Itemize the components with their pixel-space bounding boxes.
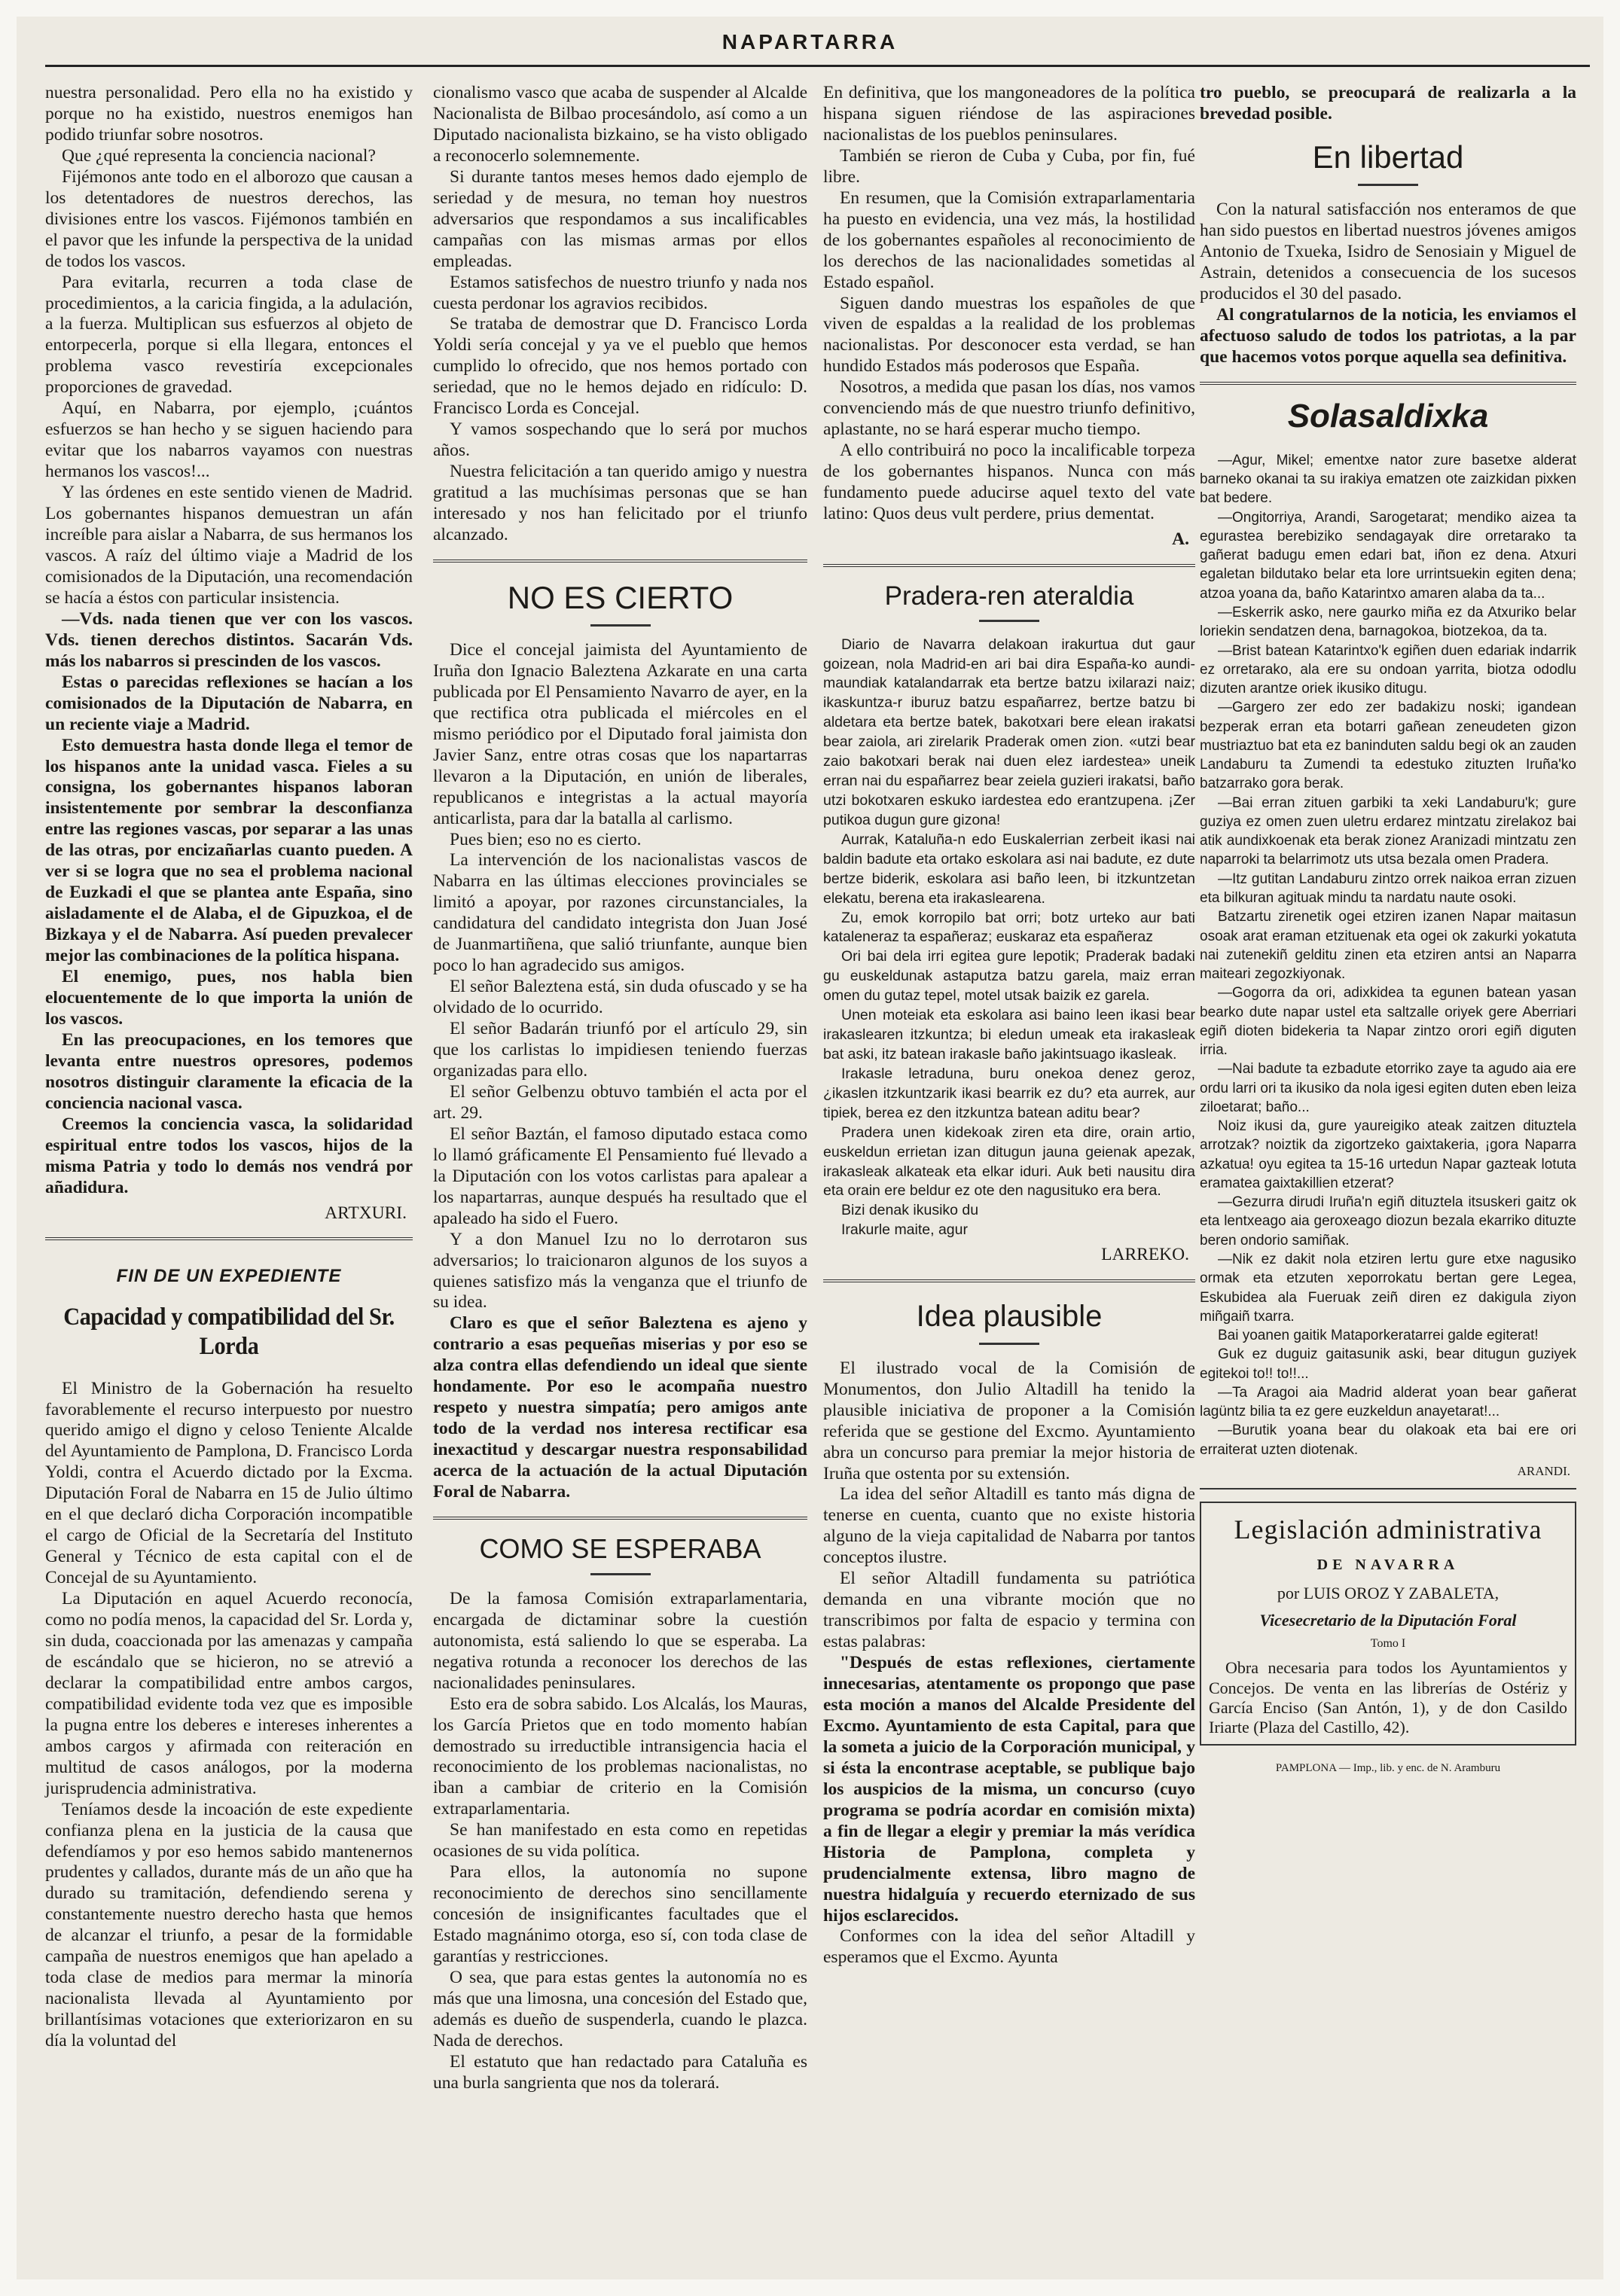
dialogue-line: —Burutik yoana bear du olakoak eta bai ere ori erraiterat uzten diotenak.: [1200, 1422, 1576, 1458]
article-paragraph: Se han manifestado en esta como en repetidas ocasiones de su vida política.: [433, 1820, 807, 1861]
article-paragraph: Esto era de sobra sabido. Los Alcalás, los Mauras, los García Prietos que en todo momento habían demostrado su irreductible intransigencia hacia el reconocimiento de los problemas nacionalistas, no iban a cambiar de criterio en la Comisión extraparlamentaria.: [433, 1694, 807, 1819]
article-headline: Solasaldixka: [1287, 397, 1489, 435]
dialogue-line: —Nik ez dakit nola etziren lertu gure etxe nagusiko ormak eta etzuten xeporrokatu bertan gere Legea, Eskubidea ala Fueruak zeiñ diren ez dakigula ziyon miñgaiñ txarra.: [1200, 1252, 1576, 1325]
section-divider: [1200, 1488, 1576, 1490]
article-paragraph: Y vamos sospechando que lo será por muchos años.: [433, 419, 807, 461]
headline-rule: [590, 1573, 651, 1575]
dialogue-line: —Gogorra da ori, adixkidea ta egunen batean yasan bearko dute napar ustel eta saltzalle oriyek gere Aberriari egiñ dioten bidekeria ta Napar zintzo orori egiñ diguten irria.: [1200, 985, 1576, 1059]
article-paragraph: El señor Badarán triunfó por el artículo 29, sin que los carlistas lo impidiesen teniendo fuerzas organizadas para ello.: [433, 1019, 807, 1081]
article-paragraph: Al congratularnos de la noticia, les enviamos el afectuoso saludo de todos los patriotas, a la par que hacemos votos porque aquella sea definitiva.: [1200, 304, 1576, 367]
article-paragraph: En definitiva, que los mangoneadores de la política hispana siguen riéndose de las aspiraciones nacionalistas de los pueblos peninsulares.: [823, 83, 1195, 145]
basque-article: [823, 636, 1195, 1241]
ad-subtitle: DE NAVARRA: [1316, 1556, 1460, 1573]
dialogue-line: —Bai erran zituen garbiki ta xeki Landaburu'k; gure guziya ez omen zuen uletru erdarez mintzatu zirelakoz bai atik aundixkoenak eta berak zionez Aranizadi mintzatu zen naparroki ta belarrimotz uts utsa bezala omen Pradera.: [1200, 794, 1576, 868]
dialogue-line: Bai yoanen gaitik Mataporkeratarrei galde egiterat!: [1218, 1328, 1539, 1344]
article-headline: Capacidad y compatibilidad del Sr. Lorda: [63, 1304, 395, 1361]
article-paragraph: Nuestra felicitación a tan querido amigo y nuestra gratitud a las muchísimas personas que se han interesado y nos han felicitado por el triunfo alcanzado.: [433, 462, 807, 545]
dialogue-line: —Itz gutitan Landaburu zintzo orrek naikoa erran zizuen eta bilkuran agituak mindu ta nardatu naute osoki.: [1200, 871, 1576, 906]
article-paragraph: El señor Baztán, el famoso diputado estaca como lo llamó gráficamente El Pensamiento fué llevado a la Diputación con los votos carlistas para apalear a los napartarras, aunque después ha resultado que el apaleado ha sido el Fuero.: [433, 1124, 807, 1228]
article-paragraph: Con la natural satisfacción nos enteramos de que han sido puestos en libertad nuestros jóvenes amigos Antonio de Txueka, Isidro de Senosiain y Miguel de Astrain, detenidos a consecuencia de los sucesos producidos el 30 del pasado.: [1200, 199, 1576, 303]
ad-body: Obra necesaria para todos los Ayuntamientos y Concejos. De venta en las librerías de Ostériz y García Enciso (San Antón, 1), y de don Casildo Iriarte (Plaza del Castillo, 42).: [1209, 1658, 1567, 1737]
article-paragraph: Si durante tantos meses hemos dado ejemplo de seriedad y de mesura, no teman hoy nuestros adversarios que respondamos a sus incalificables campañas con las mismas armas por ellos empleadas.: [433, 166, 807, 271]
article-headline: NO ES CIERTO: [507, 579, 734, 615]
column-3: [823, 83, 1195, 1968]
masthead-rule: [45, 65, 1590, 67]
article-headline: COMO SE ESPERABA: [479, 1533, 761, 1565]
article-paragraph: El estatuto que han redactado para Cataluña es una burla sangrienta que nos da tolerará.: [433, 2051, 807, 2093]
dialogue-line: —Gezurra dirudi Iruña'n egiñ dituztela itsuskeri gaitz ok eta lentxeago aia geroxeago diozun bezala ekarriko dituzte beren ondorio samiñak.: [1200, 1194, 1576, 1249]
article-paragraph: Creemos la conciencia vasca, la solidaridad espiritual entre todos los vascos, hijos de la misma Patria y todo lo demás nos vendrá por añadidura.: [45, 1114, 413, 1197]
article-signature: ARANDI.: [1517, 1463, 1570, 1478]
dialogue-line: —Nai badute ta ezbadute etorriko zaye ta agudo aia ere ordu larri ori ta ikusiko da nola igesi egiten duten eben leiza ziloetarat; baño...: [1200, 1061, 1576, 1115]
article-paragraph: Estas o parecidas reflexiones se hacían a los comisionados de la Diputación de Nabarra, en un reciente viaje a Madrid.: [45, 672, 413, 734]
article-paragraph: Esto demuestra hasta donde llega el temor de los hispanos ante la unidad vasca. Fieles a su consigna, los gobernantes hispanos laboran insistentemente por sembrar la desconfianza entre las regiones vascas, por separar a las unas de las otras, por encizañarlas cuanto pueden. A ver si se logra que no sea el problema nacional de Euzkadi el que se plantea ante España, sino aisladamente el de Alaba, el de Gipuzkoa, el de Bizkaya y el de Nabarra. Así pueden prevalecer mejor las combinaciones de la política hispana.: [45, 735, 413, 966]
dialogue-line: —Agur, Mikel; ementxe nator zure basetxe alderat barneko okanai ta su irakiya ematzen ote zaizkidan pixken bat bedere.: [1200, 452, 1576, 507]
article-paragraph: El señor Gelbenzu obtuvo también el acta por el art. 29.: [433, 1081, 807, 1123]
article-paragraph: Aurrak, Kataluña-n edo Euskalerrian zerbeit ikasi nai baldin badute eta ortako eskolara asi nai badute, ez dute bertze biderik, eskolara asi baño leen, bi itzkuntzetan elekatu, berena eta irakaslearena.: [823, 831, 1195, 907]
article-paragraph: O sea, que para estas gentes la autonomía no es más que una limosna, una concesión del Estado que, además es dueño de suspenderla, cuando le plazca. Nada de derechos.: [433, 1968, 807, 2051]
article-paragraph: El señor Altadill fundamenta su patriótica demanda en una vibrante moción que no transcribimos por falta de espacio y termina con estas palabras:: [823, 1569, 1195, 1652]
ad-title: Legislación administrativa: [1234, 1514, 1542, 1545]
article-paragraph: A ello contribuirá no poco la incalificable torpeza de los gobernantes hispanos. Nunca con más fundamento puede aducirse aquel texto del vate latino: Quos deus vult perdere, prius dementat.: [823, 441, 1195, 524]
article-signature: ARTXURI.: [325, 1203, 407, 1223]
dialogue-line: —Eskerrik asko, nere gaurko miña ez da Atxuriko belar loriekin sendatzen dena, barnagokoa, biotzekoa, da ta.: [1200, 604, 1576, 640]
article-paragraph: Siguen dando muestras los españoles de que viven de espaldas a la realidad de los problemas nacionalistas. Por desconocer esta verdad, se han hundido Estados más poderosos que España.: [823, 293, 1195, 377]
article-paragraph: Estamos satisfechos de nuestro triunfo y nada nos cuesta perdonar los agravios recibidos.: [433, 272, 807, 313]
article-paragraph: La idea del señor Altadill es tanto más digna de tenerse en cuenta, cuanto que no existe historia alguno de la vieja capitalidad de Nabarra por tantos conceptos ilustre.: [823, 1484, 1195, 1568]
article-paragraph: Bizi denak ikusiko du: [841, 1202, 979, 1219]
article-headline: Pradera-ren ateraldia: [884, 581, 1134, 611]
column-2: [433, 83, 807, 2094]
article-paragraph: Y las órdenes en este sentido vienen de Madrid. Los gobernantes hispanos demuestran un afán increíble para aislar a Nabarra, de sus hermanos los vascos. A raíz del último viaje a Madrid de los comisionados de la Diputación, una recomendación se hacía a éstos con particular insistencia.: [45, 483, 413, 608]
article-paragraph: En las preocupaciones, en los temores que levanta entre nuestros opresores, podemos nosotros distinguir claramente la eficacia de la conciencia nacional vasca.: [45, 1029, 413, 1113]
article-paragraph: Nosotros, a medida que pasan los días, nos vamos convenciendo más de que nuestro triunfo definitivo, aplastante, no se hará esperar mucho tiempo.: [823, 377, 1195, 440]
article-paragraph: Claro es que el señor Baleztena es ajeno y contrario a esas pequeñas miserias y por eso se alza contra ellas defendiendo un ideal que siente hondamente. Por eso le acompaña nuestro respeto y nuestra simpatía; pero amigos ante todo de la verdad nos interesa rectificar esa inexactitud y descargar nuestra responsabilidad acerca de la actuación de la actual Diputación Foral de Nabarra.: [433, 1313, 807, 1502]
dialogue-line: Batzartu zirenetik ogei etziren izanen Napar maitasun osoak arat eraman etzituenak eta ogei ok zakurki yokatuta nai zutenekiñ gelditu zinen eta etziren antsi an Naparra maiteari zegozkiyonak.: [1200, 909, 1576, 983]
article-paragraph: Para evitarla, recurren a toda clase de procedimientos, a la caricia fingida, a la adulación, a la fuerza. Multiplican sus esfuerzos al objeto de entorpecerla, porque si ella llegara, entonces el problema vasco revestiría excepcionales proporciones de gravedad.: [45, 272, 413, 398]
article-headline: En libertad: [1312, 139, 1464, 175]
masthead-title: NAPARTARRA: [722, 30, 898, 53]
dialogue-line: Noiz ikusi da, gure yaureigiko ateak zaitzen dituztela arrotzak? noiztik da zigortzeko gaixtakeria, ¡gora Naparra azkatua! oyu egitea ta 15-16 urtedun Napar gazteak lotuta eramatea gaixtakillien etzerat?: [1200, 1118, 1576, 1191]
article-paragraph: El enemigo, pues, nos habla bien elocuentemente de lo que importa la unión de los vascos.: [45, 967, 413, 1029]
dialogue-line: Guk ez duguiz gaitasunik aski, bear ditugun guziyek egitekoi to!! to!!...: [1200, 1346, 1576, 1382]
headline-rule: [979, 1343, 1039, 1345]
headline-rule: [590, 624, 651, 627]
headline-rule: [979, 620, 1039, 622]
article-paragraph: "Después de estas reflexiones, ciertamente innecesarias, atentamente os propongo que pase esta moción a manos del Alcalde Presidente del Excmo. Ayuntamiento de esta Capital, para que la someta a juicio de la Corporación municipal, y si ésta la encontrase aceptable, se publique bajo los auspicios de la misma, un concurso (cuyo programa se podría acordar en comisión mixta) a fin de llegar a elegir y premiar la más verídica Historia de Pamplona, completa y prudencialmente extensa, libro magno de nuestra hidalguía y recuerdo eternizado de sus hijos esclarecidos.: [823, 1653, 1195, 1926]
article-paragraph: También se rieron de Cuba y Cuba, por fin, fué libre.: [823, 145, 1195, 187]
article-paragraph: cionalismo vasco que acaba de suspender al Alcalde Nacionalista de Bilbao procesándolo, así como a un Diputado nacionalista bizkaino, se ha visto obligado a reconocerlo solemnemente.: [433, 83, 807, 166]
section-divider: [823, 564, 1195, 567]
article-paragraph: De la famosa Comisión extraparlamentaria, encargada de dictaminar sobre la cuestión autonomista, está saliendo lo que se esperaba. La negativa rotunda a reconocer los derechos de las nacionalidades peninsulares.: [433, 1588, 807, 1693]
article-paragraph: Aquí, en Nabarra, por ejemplo, ¡cuántos esfuerzos se han hecho y se siguen haciendo para evitar que los nabarros vayamos con nuestras hermanos los vascos!...: [45, 398, 413, 482]
article-paragraph: Zu, emok korropilo bat orri; botz urteko aur bati kataleneraz ta españeraz; euskaraz eta españeraz: [823, 909, 1195, 946]
article-paragraph: Teníamos desde la incoación de este expediente confianza plena en la justicia de la causa que defendíamos y por eso hemos sabido mantenernos prudentes y callados, durante más de un año que ha durado su tramitación, defendiendo serena y constantemente nuestro derecho hasta que hemos de alcanzar el triunfo, a pesar de la formidable campaña de nuestros enemigos que han apelado a toda clase de medios para mermar la minoría nacionalista llevada al Ayuntamiento por brillantísimas votaciones que exteriorizaron en su día la voluntad del: [45, 1799, 413, 2051]
article-paragraph: En resumen, que la Comisión extraparlamentaria ha puesto en evidencia, una vez más, la hostilidad de los gobernantes españoles al reconocimiento de los derechos de las nacionalidades sometidas al Estado español.: [823, 188, 1195, 292]
dialogue-line: —Gargero zer edo zer badakizu noski; igandean bezperak erran eta botarri gañean zeneudeten gizon mustriaztuo bat eta ez baninduten saldu begi ok an zauden Landaburu ta Zumendi ta edestuko zituzten Iruña'ko batzarrako gora berak.: [1200, 700, 1576, 792]
article-paragraph: Conformes con la idea del señor Altadill y esperamos que el Excmo. Ayunta: [823, 1926, 1195, 1968]
section-divider: [45, 1237, 413, 1240]
section-divider: [433, 1517, 807, 1520]
printer-imprint: PAMPLONA — Imp., lib. y enc. de N. Aramburu: [1275, 1761, 1501, 1774]
article-signature: A.: [1172, 529, 1189, 550]
article-headline: Idea plausible: [916, 1300, 1103, 1334]
article-paragraph: Irakasle letraduna, buru onekoa denez geroz, ¿ikaslen itzkuntzarik ikasi bearrik ez du? eta aurrek, aur tipiek, berea ez den itzkuntza batean aditu bear?: [823, 1065, 1195, 1121]
article-paragraph: Pues bien; eso no es cierto.: [450, 829, 642, 849]
article-paragraph: tro pueblo, se preocupará de realizarla a la brevedad posible.: [1200, 83, 1576, 123]
article-paragraph: Se trataba de demostrar que D. Francisco Lorda Yoldi sería concejal y ya ve el pueblo que hemos cumplido lo ofrecido, que nos hemos portado con seriedad, que no le hemos dejado en ridículo: D. Francisco Lorda es Concejal.: [433, 314, 807, 419]
article-paragraph: Fijémonos ante todo en el alborozo que causan a los detentadores de nuestros derechos, las divisiones entre los vascos. Fijémonos también en el pavor que les infunde la perspectiva de la unidad de todos los vascos.: [45, 166, 413, 271]
article-paragraph: —Vds. nada tienen que ver con los vascos. Vds. tienen derechos distintos. Sacarán Vds. más los nabarros si prescinden de los vascos.: [45, 608, 413, 671]
article-paragraph: La intervención de los nacionalistas vascos de Nabarra en las últimas elecciones provinciales se limitó a apoyar, por razones circunstanciales, la candidatura del candidato integrista don Juan José de Juanmartiñena, que salió triunfante, aunque bien poco lo han agradecido sus amigos.: [433, 850, 807, 976]
dialogue-line: —Ongitorriya, Arandi, Sarogetarat; mendiko aizea ta egurastea berebiziko sendagayak dire orretarako ta gañerat badugu emen edari bat, iñon ez dena. Atxuri egaletan bildutako belar eta lore urrintsuekin egiten dena; atzoa yoana da, baño Katarintxo amaren alaba da ta...: [1200, 509, 1576, 602]
article-paragraph: La Diputación en aquel Acuerdo reconocía, como no podía menos, la capacidad del Sr. Lorda y, sin duda, coaccionada por las amenazas y campaña de escándalo que se hicieron, no se atrevió a declarar la compatibilidad entre ambos cargos, compatibilidad evidente toda vez que es imposible la pugna entre los deberes e intereses inherentes a ambos cargos y afirmada con reiteración en multitud de casos análogos, por la moderna jurisprudencia administrativa.: [45, 1589, 413, 1798]
article-signature: LARREKO.: [1101, 1245, 1189, 1265]
article-paragraph: El Ministro de la Gobernación ha resuelto favorablemente el recurso interpuesto por nuestro querido amigo el digno y celoso Teniente Alcalde del Ayuntamiento de Pamplona, D. Francisco Lorda Yoldi, contra el Acuerdo dictado por la Excma. Diputación Foral de Nabarra en 15 de Julio último en el que declaró dicha Corporación incompatible el cargo de Oficial de la Secretaría del Instituto General y Técnico de esta capital con el de Concejal de su Ayuntamiento.: [45, 1378, 413, 1588]
section-divider: [823, 1279, 1195, 1282]
ad-author-role: Vicesecretario de la Diputación Foral: [1259, 1610, 1517, 1630]
dialogue-line: —Ta Aragoi aia Madrid alderat yoan bear gañerat lagüntz bilia ta ez gere euzkeldun anayetarat!...: [1200, 1384, 1576, 1420]
column-1: [45, 83, 413, 2052]
article-paragraph: Pradera unen kidekoak ziren eta dire, orain artio, euskeldun errietan izan ditugun jauna geienak apezak, irakasleak alkateak eta elkar iduri. Auk beti nausitu dira eta orain ere beldur ez ote den nagusituko era bera.: [823, 1124, 1195, 1200]
masthead: [0, 30, 1620, 69]
article-paragraph: Para ellos, la autonomía no supone reconocimiento de derechos sino sencillamente concesión de insignificantes facultades que el Estado magnánimo otorga, eso sí, con toda clase de garantías y restricciones.: [433, 1862, 807, 1967]
book-advertisement: [1200, 1502, 1576, 1746]
dialogue-line: —Brist batean Katarintxo'k egiñen duen edariak indarrik ez orretarako, ala ere su ondoan yarrita, biotza ododlu dizuten arantze oriek ikusiko ditugu.: [1200, 642, 1576, 697]
basque-dialogue: [1200, 451, 1576, 1459]
article-paragraph: Dice el concejal jaimista del Ayuntamiento de Iruña don Ignacio Baleztena Azkarate en una carta publicada por El Pensamiento Navarro de ayer, en la que rectifica otra publicada el miércoles en el mismo periódico por el Diputado foral jaimista don Javier Sanz, entre otras cosas que los napartarras llevaron a la Diputación, en unión de liberales, republicanos e integristas a la actual mayoría anticarlista, para dar la batalla al carlismo.: [433, 639, 807, 828]
column-4: [1200, 83, 1576, 1776]
ad-volume: Tomo I: [1370, 1637, 1406, 1651]
section-divider: [1200, 382, 1576, 385]
article-paragraph: Ori bai dela irri egitea gure lepotik; Praderak badaki gu euskeldunak astaputza batzu garela, maiz erran omen du gutaz tepel, motel utsak baizik ez garela.: [823, 948, 1195, 1005]
headline-rule: [1358, 184, 1418, 186]
article-paragraph: Y a don Manuel Izu no lo derrotaron sus adversarios; lo traicionaron algunos de los suyos a quienes satisfizo más la venganza que el triunfo de su idea.: [433, 1229, 807, 1313]
article-paragraph: Unen moteiak eta eskolara asi baino leen ikasi bear irakaslearen itzkuntza; bi eledun umeak eta irakasleak bat aski, itz batean irakasle baño jakintsuago ikasleak.: [823, 1007, 1195, 1063]
section-kicker: FIN DE UN EXPEDIENTE: [116, 1266, 342, 1287]
ad-author: por LUIS OROZ Y ZABALETA,: [1277, 1583, 1499, 1602]
article-paragraph: Diario de Navarra delakoan irakurtua dut gaur goizean, nola Madrid-en ari bai dira España-ko aundi-maundiak katalandarrak eta bertze batzu ixilarazi naiz; ikaskuntza-r iburuz batzu españarrez, bertze batzu bi aldetara eta bertze batek, bakotxari bere elean irakatsi bear zaiola, ari zirelarik Praderak omen zion. «utzi bear zaio bakotxari berak nai duen elez iardestea» uneik erran nai du españarrez bear zeiela guzieri irakatsi, baño utzi bokotxaren eskuko iardestea edo erantzupena. ¡Zer putikoa dugun gure gizona!: [823, 636, 1195, 828]
article-paragraph: nuestra personalidad. Pero ella no ha existido y porque no ha existido, nuestros enemigos han podido triunfar sobre nosotros.: [45, 83, 413, 145]
article-paragraph: Que ¿qué representa la conciencia nacional?: [62, 145, 376, 166]
article-paragraph: Irakurle maite, agur: [841, 1221, 968, 1239]
article-paragraph: El señor Baleztena está, sin duda ofuscado y se ha olvidado de lo ocurrido.: [433, 977, 807, 1018]
section-divider: [433, 560, 807, 563]
article-paragraph: El ilustrado vocal de la Comisión de Monumentos, don Julio Altadill ha tenido la plausible iniciativa de proponer a la Comisión referida que se gestione del Excmo. Ayuntamiento abra un concurso para premiar la mejor historia de Iruña que ostenta por su extensión.: [823, 1358, 1195, 1483]
